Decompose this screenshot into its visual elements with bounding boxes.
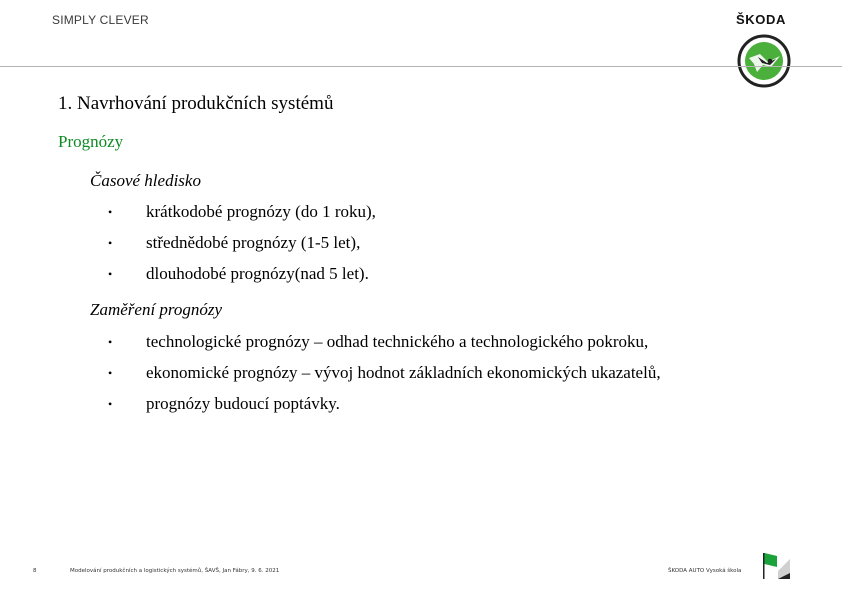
footer-text: Modelování produkčních a logistických systémů, ŠAVŠ, Jan Fábry, 9. 6. 2021 (70, 568, 280, 574)
bullet-icon: • (108, 366, 113, 380)
bullet-list-forecast-focus (108, 331, 661, 424)
list-item (108, 362, 661, 393)
slide-title: 1. Navrhování produkčních systémů (58, 93, 334, 114)
bullet-icon: • (108, 397, 113, 411)
list-item (108, 263, 376, 294)
slide-subtitle: Prognózy (58, 132, 124, 151)
list-item (108, 331, 661, 362)
list-item (108, 232, 376, 263)
bullet-icon: • (108, 205, 113, 219)
list-item-text: ekonomické prognózy – vývoj hodnot základních ekonomických ukazatelů, (146, 363, 661, 382)
list-item-text: technologické prognózy – odhad technického a technologického pokroku, (146, 332, 649, 351)
footer-company: ŠKODA AUTO Vysoká škola (668, 568, 742, 574)
list-item-text: prognózy budoucí poptávky. (146, 394, 340, 413)
list-item-text: krátkodobé prognózy (do 1 roku), (146, 202, 376, 221)
brand-name: ŠKODA (736, 12, 786, 27)
bullet-icon: • (108, 335, 113, 349)
header-divider (0, 66, 842, 67)
bullet-icon: • (108, 236, 113, 250)
page-number: 8 (33, 568, 37, 574)
section-heading-forecast-focus: Zaměření prognózy (90, 300, 223, 319)
tagline: SIMPLY CLEVER (52, 13, 149, 27)
bullet-icon: • (108, 267, 113, 281)
section-heading-time-perspective: Časové hledisko (90, 171, 201, 190)
school-flag-icon (760, 549, 794, 581)
list-item (108, 201, 376, 232)
skoda-logo-icon (737, 34, 791, 88)
list-item-text: dlouhodobé prognózy(nad 5 let). (146, 264, 369, 283)
bullet-list-time-perspective (108, 201, 376, 294)
list-item (108, 393, 661, 424)
list-item-text: střednědobé prognózy (1-5 let), (146, 233, 361, 252)
